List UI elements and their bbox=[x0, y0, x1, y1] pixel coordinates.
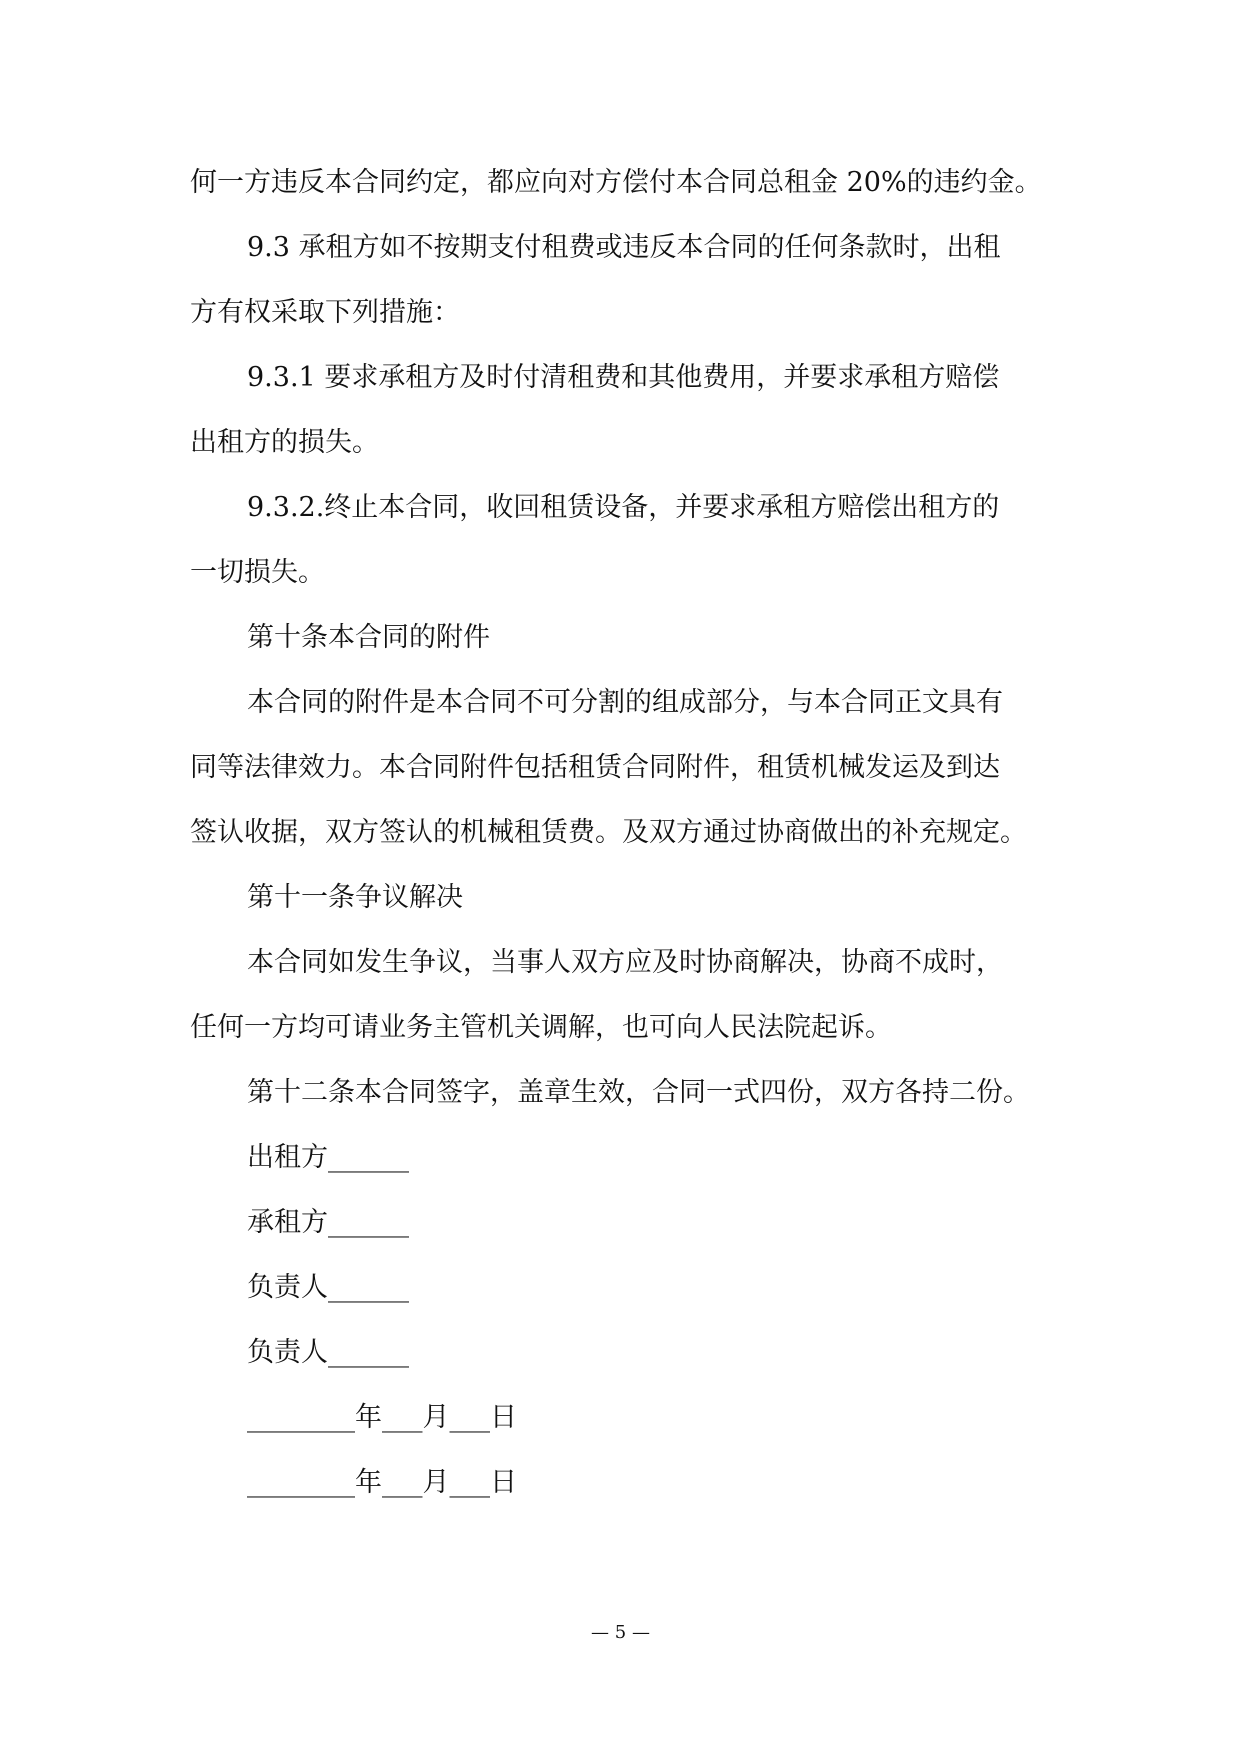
document-body bbox=[190, 150, 1060, 1515]
article-11-text-1: 本合同如发生争议，当事人双方应及时协商解决，协商不成时， bbox=[247, 947, 1003, 978]
article-10-text-3: 签认收据，双方签认的机械租赁费。及双方通过协商做出的补充规定。 bbox=[190, 817, 1027, 848]
article-11-heading: 第十一条争议解决 bbox=[247, 882, 463, 913]
page-number: — 5 — bbox=[591, 1622, 650, 1643]
lessor-signature-line: 出租方______ bbox=[247, 1142, 409, 1173]
clause-9-3-1: 9.3.1 要求承租方及时付清租费和其他费用，并要求承租方赔偿 bbox=[247, 362, 1000, 393]
responsible-person-line-2: 负责人______ bbox=[247, 1337, 409, 1368]
article-11-text-2: 任何一方均可请业务主管机关调解，也可向人民法院起诉。 bbox=[190, 1012, 892, 1043]
body-line-3: 方有权采取下列措施： bbox=[190, 297, 460, 328]
article-10-text-1: 本合同的附件是本合同不可分割的组成部分，与本合同正文具有 bbox=[247, 687, 1003, 718]
body-line-1: 何一方违反本合同约定，都应向对方偿付本合同总租金 20%的违约金。 bbox=[190, 167, 1042, 198]
article-10-heading: 第十条本合同的附件 bbox=[247, 622, 490, 653]
lessee-signature-line: 承租方______ bbox=[247, 1207, 409, 1238]
body-line-7: 一切损失。 bbox=[190, 557, 325, 588]
article-12-text: 第十二条本合同签字，盖章生效，合同一式四份，双方各持二份。 bbox=[247, 1077, 1030, 1108]
responsible-person-line-1: 负责人______ bbox=[247, 1272, 409, 1303]
date-line-1: ________年___月___日 bbox=[247, 1402, 517, 1433]
date-line-2: ________年___月___日 bbox=[247, 1467, 517, 1498]
body-line-5: 出租方的损失。 bbox=[190, 427, 379, 458]
article-10-text-2: 同等法律效力。本合同附件包括租赁合同附件，租赁机械发运及到达 bbox=[190, 752, 1000, 783]
clause-9-3: 9.3 承租方如不按期支付租费或违反本合同的任何条款时，出租 bbox=[247, 232, 1001, 263]
clause-9-3-2: 9.3.2.终止本合同，收回租赁设备，并要求承租方赔偿出租方的 bbox=[247, 492, 1000, 523]
